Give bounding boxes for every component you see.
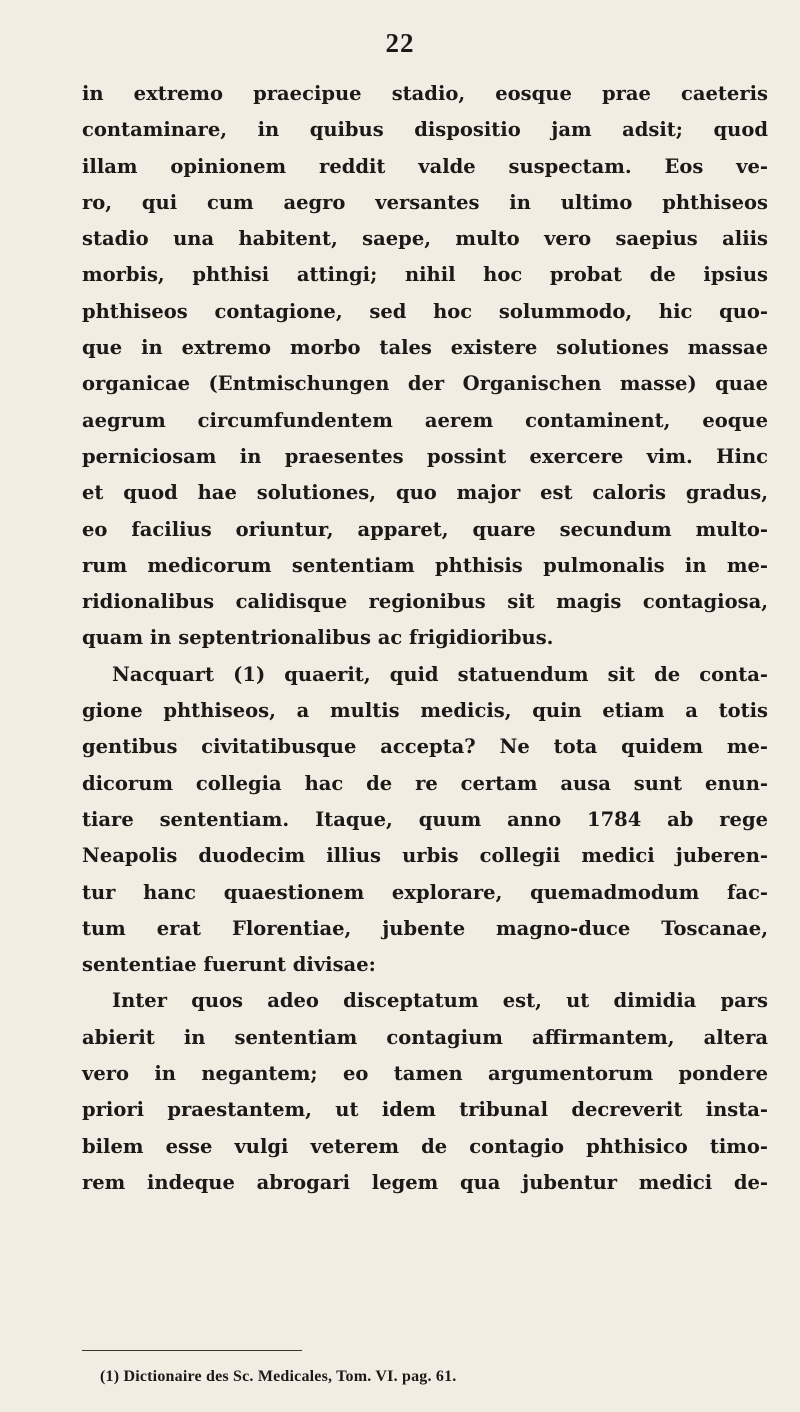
paragraph-1 xyxy=(82,76,768,657)
text-line: tum erat Florentiae, jubente magno-duce Toscanae, xyxy=(82,916,768,940)
footnote: (1) Dictionaire des Sc. Medicales, Tom. VI. pag. 61. xyxy=(100,1368,457,1385)
text-line: perniciosam in praesentes possint exercere vim. Hinc xyxy=(82,444,768,468)
text-line: quam in septentrionalibus ac frigidioribus. xyxy=(82,626,554,650)
text-line: in extremo praecipue stadio, eosque prae caeteris xyxy=(82,82,768,105)
text-line: ridionalibus calidisque regionibus sit magis contagiosa, xyxy=(82,590,768,614)
text-line: organicae (Entmischungen der Organischen masse) quae xyxy=(82,372,768,396)
text-line: ro, qui cum aegro versantes in ultimo phthiseos xyxy=(82,190,768,214)
text-line: Neapolis duodecim illius urbis collegii medici juberen- xyxy=(82,844,768,868)
text-line: morbis, phthisi attingi; nihil hoc probat de ipsius xyxy=(82,263,768,287)
page-number: 22 xyxy=(385,28,415,58)
text-line: dicorum collegia hac de re certam ausa sunt enun- xyxy=(82,771,768,795)
text-line: tur hanc quaestionem explorare, quemadmodum fac- xyxy=(82,880,768,904)
text-line: et quod hae solutiones, quo major est caloris gradus, xyxy=(82,481,768,505)
text-line: stadio una habitent, saepe, multo vero saepius aliis xyxy=(82,227,768,251)
text-line: phthiseos contagione, sed hoc solummodo, hic quo- xyxy=(82,299,768,323)
text-line: aegrum circumfundentem aerem contaminent, eoque xyxy=(82,408,768,432)
text-line: bilem esse vulgi veterem de contagio phthisico timo- xyxy=(82,1134,768,1158)
text-line: vero in negantem; eo tamen argumentorum pondere xyxy=(82,1062,768,1086)
text-line: illam opinionem reddit valde suspectam. Eos ve- xyxy=(82,154,768,178)
body-text xyxy=(82,76,768,1201)
text-line: priori praestantem, ut idem tribunal decreverit insta- xyxy=(82,1098,768,1122)
text-line: gione phthiseos, a multis medicis, quin etiam a totis xyxy=(82,699,768,723)
text-line: contaminare, in quibus dispositio jam adsit; quod xyxy=(82,118,768,142)
text-line: tiare sententiam. Itaque, quum anno 1784 ab rege xyxy=(82,807,768,831)
paragraph-2 xyxy=(82,657,768,984)
text-line: rem indeque abrogari legem qua jubentur medici de- xyxy=(82,1170,768,1194)
text-line: que in extremo morbo tales existere solutiones massae xyxy=(82,336,768,360)
paragraph-3 xyxy=(82,983,768,1201)
text-line: Nacquart (1) quaerit, quid statuendum sit de conta- xyxy=(112,662,768,686)
text-line: rum medicorum sententiam phthisis pulmonalis in me- xyxy=(82,553,768,577)
text-line: Inter quos adeo disceptatum est, ut dimidia pars xyxy=(112,989,768,1013)
text-line: abierit in sententiam contagium affirmantem, altera xyxy=(82,1025,768,1049)
footnote-divider xyxy=(82,1350,302,1351)
text-line: eo facilius oriuntur, apparet, quare secundum multo- xyxy=(82,517,768,541)
text-line: sententiae fuerunt divisae: xyxy=(82,953,376,977)
text-line: gentibus civitatibusque accepta? Ne tota quidem me- xyxy=(82,735,768,759)
